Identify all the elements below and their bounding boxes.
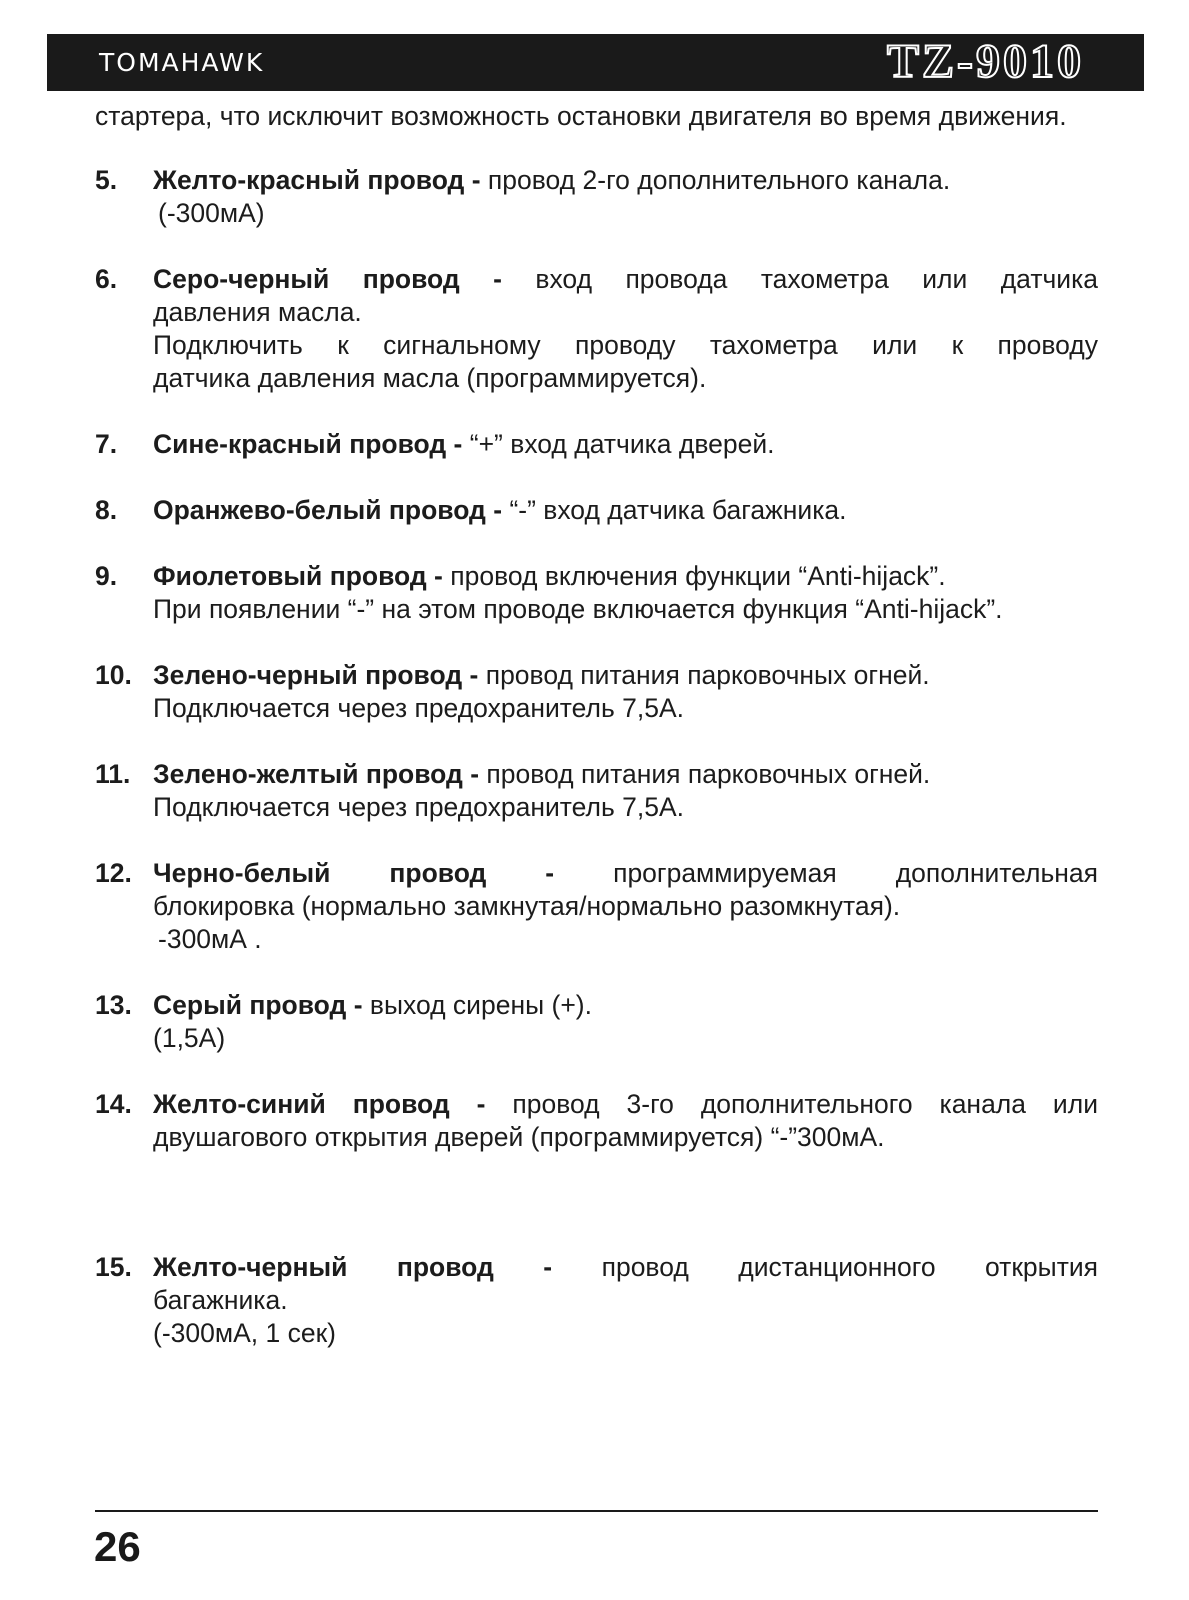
wire-description: программируемая дополнительная xyxy=(554,858,1098,888)
intro-paragraph: стартера, что исключит возможность остановки двигателя во время движения. xyxy=(95,101,1067,131)
wire-description-cont: давления масла. xyxy=(153,297,362,327)
wire-note: багажника. xyxy=(153,1285,288,1315)
list-item-11 xyxy=(95,758,1098,824)
item-number: 5. xyxy=(95,165,118,195)
wire-name: Сине-красный провод - xyxy=(153,429,463,459)
wire-description: выход сирены (+). xyxy=(362,990,592,1020)
header-bar xyxy=(47,34,1144,91)
wire-note: -300мА . xyxy=(158,924,262,954)
wire-note: (-300мА) xyxy=(158,198,265,228)
item-number: 15. xyxy=(95,1252,132,1282)
wire-name: Желто-черный провод - xyxy=(153,1252,553,1282)
item-number: 6. xyxy=(95,264,118,294)
wire-note: Подключается через предохранитель 7,5А. xyxy=(153,792,684,822)
wire-description: вход провода тахометра или датчика xyxy=(501,264,1098,294)
wire-name: Черно-белый провод - xyxy=(153,858,555,888)
wire-note: Подключить к сигнальному проводу тахометра или к проводу xyxy=(153,330,1098,360)
wire-description: провод питания парковочных огней. xyxy=(478,660,930,690)
wire-note: При появлении “-” на этом проводе включается функция “Anti-hijack”. xyxy=(153,594,1003,624)
wire-note: блокировка (нормально замкнутая/нормально разомкнутая). xyxy=(153,891,901,921)
list-item-13 xyxy=(95,989,1098,1055)
brand-name: TOMAHAWK xyxy=(99,48,265,77)
page-number: 26 xyxy=(94,1523,141,1570)
wire-note: Подключается через предохранитель 7,5А. xyxy=(153,693,684,723)
wire-description: провод питания парковочных огней. xyxy=(479,759,931,789)
item-number: 14. xyxy=(95,1089,132,1119)
item-number: 8. xyxy=(95,495,118,525)
wire-name: Зелено-черный провод - xyxy=(153,660,479,690)
wire-name: Серо-черный провод - xyxy=(153,264,502,294)
item-number: 12. xyxy=(95,858,132,888)
wire-description: провод 3-го дополнительного канала или xyxy=(485,1089,1098,1119)
list-item-10 xyxy=(95,659,1098,725)
list-item-5 xyxy=(95,164,1098,230)
item-number: 13. xyxy=(95,990,132,1020)
wire-name: Желто-синий провод - xyxy=(153,1089,486,1119)
list-item-6 xyxy=(95,263,1098,395)
list-item-8 xyxy=(95,494,1098,527)
wire-name: Желто-красный провод - xyxy=(153,165,481,195)
wire-name: Оранжево-белый провод - xyxy=(153,495,503,525)
model-name: TZ-9010 xyxy=(886,35,1084,88)
wire-description: “+” вход датчика дверей. xyxy=(462,429,775,459)
wire-description: провод дистанционного открытия xyxy=(552,1252,1098,1282)
wire-description: провод включения функции “Anti-hijack”. xyxy=(442,561,946,591)
wire-description: “-” вход датчика багажника. xyxy=(502,495,847,525)
wire-note: датчика давления масла (программируется). xyxy=(153,363,707,393)
list-item-9 xyxy=(95,560,1098,626)
wire-note: двушагового открытия дверей (программируется) “-”300мА. xyxy=(153,1122,885,1152)
wire-description: провод 2-го дополнительного канала. xyxy=(480,165,951,195)
item-number: 9. xyxy=(95,561,118,591)
list-item-14 xyxy=(95,1088,1098,1154)
page-content xyxy=(95,100,1098,1383)
footer-divider xyxy=(95,1510,1098,1512)
list-item-12 xyxy=(95,857,1098,956)
item-number: 11. xyxy=(95,759,131,789)
wire-name: Зелено-желтый провод - xyxy=(153,759,480,789)
wire-note: (-300мА, 1 сек) xyxy=(153,1318,336,1348)
list-item-15 xyxy=(95,1251,1098,1350)
item-number: 10. xyxy=(95,660,132,690)
wire-note: (1,5А) xyxy=(153,1023,226,1053)
wire-name: Фиолетовый провод - xyxy=(153,561,443,591)
item-number: 7. xyxy=(95,429,118,459)
wire-name: Серый провод - xyxy=(153,990,363,1020)
list-item-7 xyxy=(95,428,1098,461)
